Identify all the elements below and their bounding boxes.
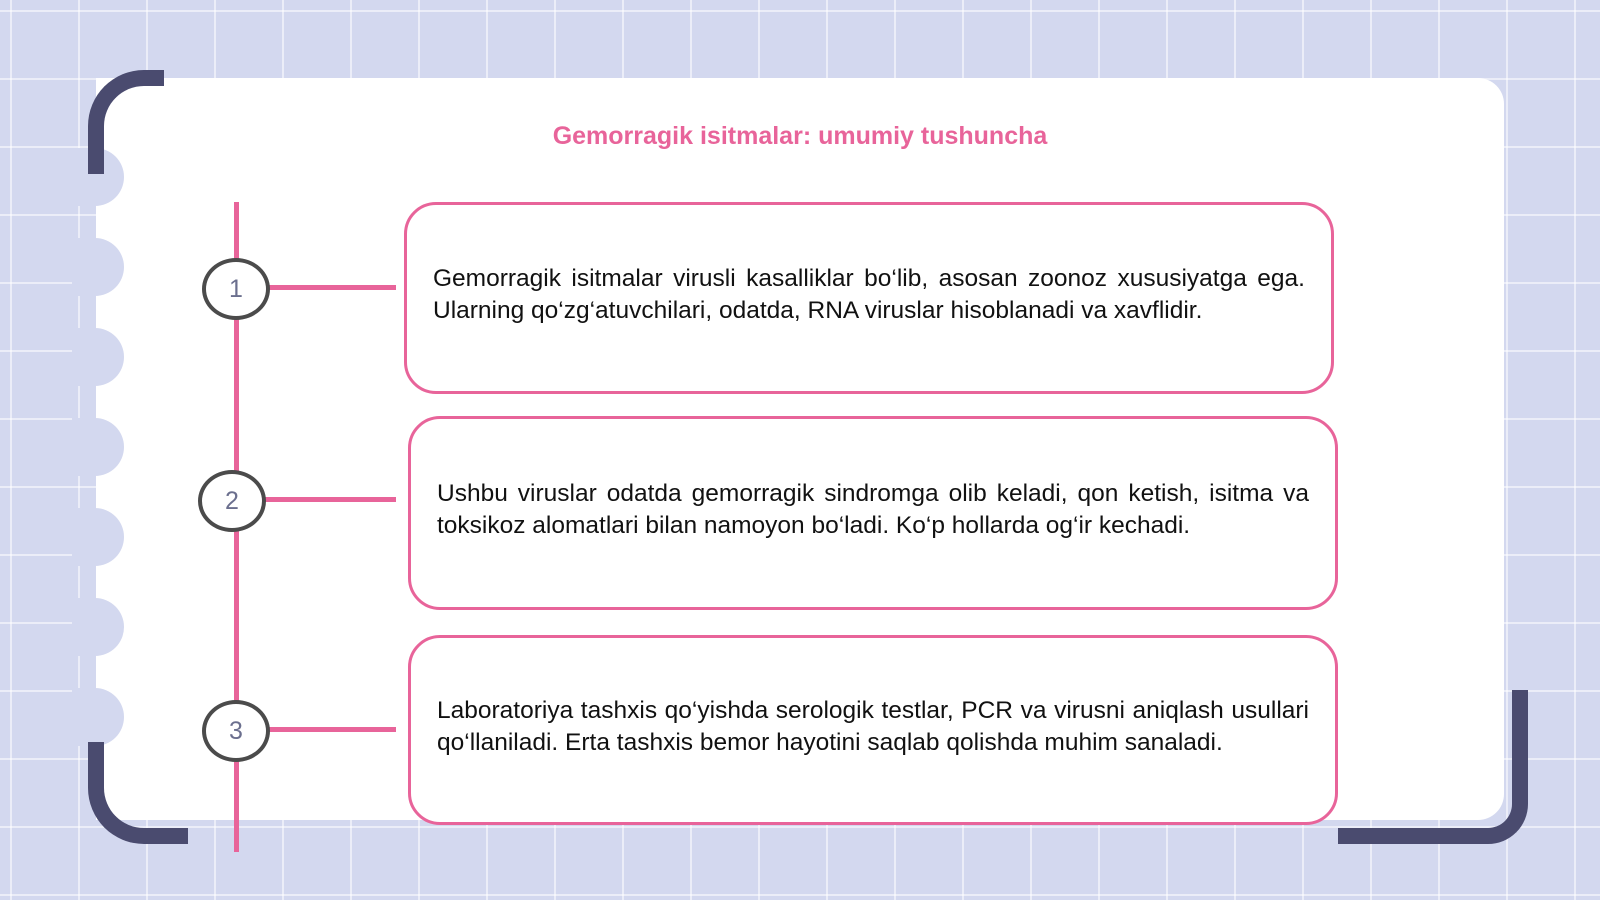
step-connector	[268, 285, 396, 290]
step-description: Ushbu viruslar odatda gemorragik sindromga olib keladi, qon ketish, isitma va toksikoz alomatlari bilan namoyon bo‘ladi. Ko‘p hollarda og‘ir kechadi.	[437, 480, 1309, 539]
step-description: Gemorragik isitmalar virusli kasalliklar bo‘lib, asosan zoonoz xususiyatga ega. Ularning qo‘zg‘atuvchilari, odatda, RNA viruslar hisoblanadi va xavflidir.	[433, 265, 1305, 324]
step-number-marker: 2	[198, 470, 266, 532]
step-connector	[268, 727, 396, 732]
step-card	[404, 202, 1334, 394]
step-number-marker: 1	[202, 258, 270, 320]
frame-corner-bottom-right	[1338, 690, 1528, 844]
step-connector	[264, 497, 396, 502]
step-card	[408, 416, 1338, 610]
step-card	[408, 635, 1338, 825]
step-description: Laboratoriya tashxis qo‘yishda serologik testlar, PCR va virusni aniqlash usullari qo‘llaniladi. Erta tashxis bemor hayotini saqlab qolishda muhim sanaladi.	[437, 697, 1309, 756]
slide-title: Gemorragik isitmalar: umumiy tushuncha	[552, 122, 1048, 150]
frame-corner-bottom-left	[88, 742, 188, 844]
step-number-marker: 3	[202, 700, 270, 762]
